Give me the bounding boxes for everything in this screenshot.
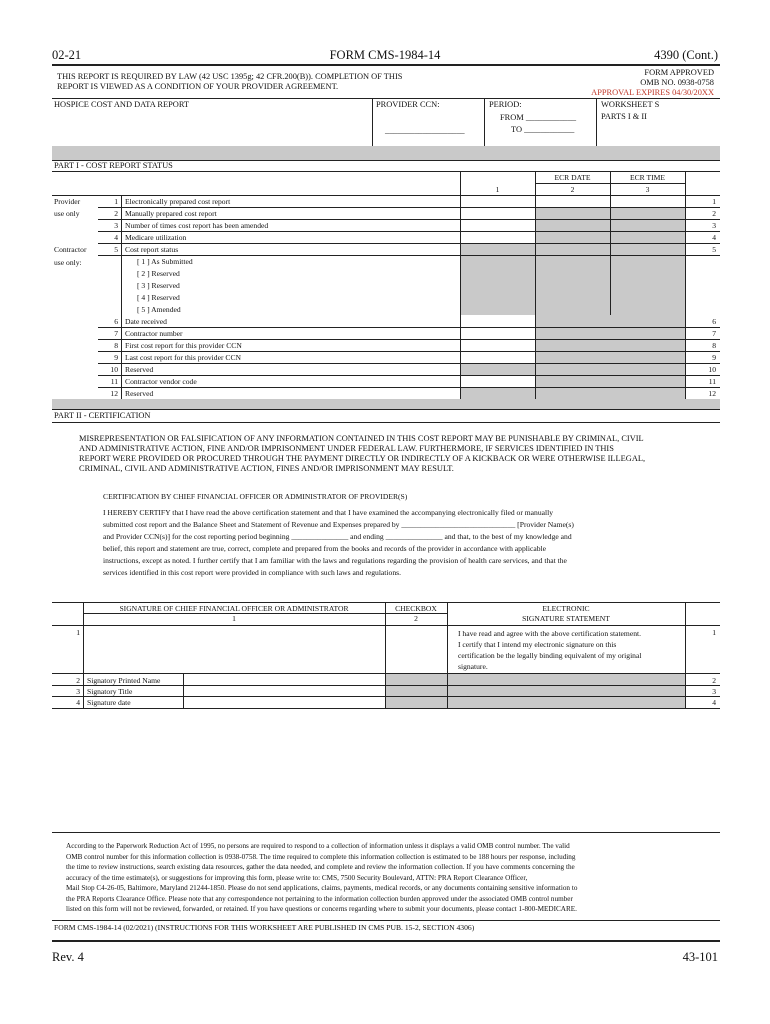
- col-num-3: 3: [645, 185, 650, 194]
- row-label: Last cost report for this provider CCN: [125, 353, 241, 362]
- sig-col1-num: 1: [232, 614, 236, 623]
- omb-number: OMB NO. 0938-0758: [640, 78, 714, 87]
- row-label: First cost report for this provider CCN: [125, 341, 242, 350]
- row-input-cell[interactable]: [461, 232, 535, 243]
- sig-col3-header2: SIGNATURE STATEMENT: [522, 614, 610, 623]
- row-number: 4: [114, 233, 118, 242]
- col-ecr-time: ECR TIME: [629, 173, 666, 182]
- sig-row-label: Signatory Title: [87, 687, 133, 696]
- sig-row-number: 2: [76, 676, 80, 685]
- period-from-field[interactable]: FROM ____________: [500, 113, 577, 122]
- footer-page: 43-101: [682, 950, 718, 964]
- notice-line1: THIS REPORT IS REQUIRED BY LAW (42 USC 1395g; 42 CFR.200(B)). COMPLETION OF THIS: [57, 72, 403, 81]
- row-label: Manually prepared cost report: [125, 209, 217, 218]
- row-rule: [98, 207, 720, 208]
- header-left: 02-21: [52, 48, 82, 62]
- sig-row-rule: [52, 696, 720, 697]
- row-rule: [98, 363, 720, 364]
- pra-line: accuracy of the time estimate(s), or suggestions for improving this form, please write to: CMS, 7500 Security Boulevard, ATTN: PRA Report Clearance Officer,: [66, 873, 528, 882]
- electronic-statement: [458, 628, 676, 672]
- row-input-cell[interactable]: [461, 316, 535, 327]
- row-rule: [98, 255, 720, 256]
- row-number: 2: [114, 209, 118, 218]
- row-ref-number: 2: [712, 209, 716, 218]
- cert-line: and Provider CCN(s)] for the cost reporting period beginning _______________ and ending _______________ and that, to the best of my knowledge and: [103, 532, 572, 541]
- form-approved: FORM APPROVED: [644, 68, 714, 77]
- provider-label: Provider: [54, 197, 81, 206]
- sig-row-number: 3: [76, 687, 80, 696]
- col-ecr-date: ECR DATE: [554, 173, 591, 182]
- cert-line: belief, this report and statement are true, correct, complete and prepared from the books and records of the provider in accordance with applicable: [103, 544, 546, 553]
- row-label: Electronically prepared cost report: [125, 197, 231, 206]
- row-ref-number: 4: [712, 233, 716, 242]
- statement-line: signature.: [458, 662, 488, 671]
- row-input-cell[interactable]: [461, 208, 535, 219]
- warning-line: REPORT WERE PROVIDED OR PROCURED THROUGH THE PAYMENT DIRECTLY OR INDIRECTLY OF A KICKBACK OR WERE OTHERWISE ILLEGAL,: [79, 454, 646, 463]
- status-option-2: [ 2 ] Reserved: [137, 269, 180, 278]
- row-ref-number: 12: [708, 389, 716, 398]
- footer-form-id: FORM CMS-1984-14 (02/2021) (INSTRUCTIONS FOR THIS WORKSHEET ARE PUBLISHED IN CMS PUB. 15-2, SECTION 4306): [54, 923, 475, 932]
- row-ref-number: 11: [708, 377, 716, 386]
- row-ref-number: 3: [712, 221, 716, 230]
- sig-row-input[interactable]: [184, 697, 384, 707]
- sig-col3-header1: ELECTRONIC: [542, 604, 590, 613]
- row-number: 5: [114, 245, 118, 254]
- row-label: Date received: [125, 317, 167, 326]
- sig-row-ref: 3: [712, 687, 716, 696]
- row-number: 3: [114, 221, 118, 230]
- gray-ecr-time: [611, 207, 685, 315]
- sig-row-label: Signature date: [87, 698, 131, 707]
- row-input-cell[interactable]: [461, 328, 535, 339]
- row-number: 7: [114, 329, 118, 338]
- sig-row-label: Signatory Printed Name: [87, 676, 161, 685]
- row-number: 1: [114, 197, 118, 206]
- statement-line: I have read and agree with the above certification statement.: [458, 629, 642, 638]
- row-number: 8: [114, 341, 118, 350]
- sig-row-number: 4: [76, 698, 80, 707]
- statement-line: I certify that I intend my electronic signature on this: [458, 640, 617, 649]
- sig-row1-ref: 1: [712, 628, 716, 637]
- warning-line: CRIMINAL, CIVIL AND ADMINISTRATIVE ACTION, FINES AND/OR IMPRISONMENT MAY RESULT.: [79, 464, 454, 473]
- row-label: Number of times cost report has been amended: [125, 221, 269, 230]
- pra-statement: [66, 841, 697, 915]
- row-rule: [98, 351, 720, 352]
- row-number: 12: [110, 389, 118, 398]
- row-ref-number: 5: [712, 245, 716, 254]
- part2-title: PART II - CERTIFICATION: [54, 411, 151, 420]
- row-label: Reserved: [125, 389, 154, 398]
- period-to-field[interactable]: TO ____________: [511, 125, 575, 134]
- row-input-cell[interactable]: [461, 376, 535, 387]
- status-option-5: [ 5 ] Amended: [137, 305, 181, 314]
- row-ref-number: 6: [712, 317, 716, 326]
- sig-row1-num: 1: [76, 628, 80, 637]
- row-rule: [98, 387, 720, 388]
- separator-bar: [52, 146, 720, 160]
- sig-row-ref: 2: [712, 676, 716, 685]
- cert-line: I HEREBY CERTIFY that I have read the above certification statement and that I have examined the accompanying electronically filed or manually: [103, 508, 554, 517]
- row-number: 10: [110, 365, 118, 374]
- row-rule: [98, 243, 720, 244]
- pra-line: According to the Paperwork Reduction Act of 1995, no persons are required to respond to a collection of information unless it displays a valid OMB control number. The valid: [66, 842, 570, 850]
- sig-row-ref: 4: [712, 698, 716, 707]
- row-input-cell[interactable]: [461, 220, 535, 231]
- cert-paragraph: [103, 507, 688, 579]
- sig-row-input[interactable]: [184, 675, 384, 685]
- sig-row-rule: [52, 685, 720, 686]
- status-option-4: [ 4 ] Reserved: [137, 293, 180, 302]
- sig-row-input[interactable]: [184, 686, 384, 696]
- row-ref-number: 7: [712, 329, 716, 338]
- cert-line: submitted cost report and the Balance Sheet and Statement of Revenue and Expenses prepared by ______________________________ [Provider Name(s): [103, 520, 574, 529]
- pra-line: the PRA Reports Clearance Office. Please note that any correspondence not pertaining to the information collection burden approved under the associated OMB control number: [66, 894, 573, 903]
- sig-col2-header: CHECKBOX: [395, 604, 437, 613]
- row-label: Contractor vendor code: [125, 377, 197, 386]
- status-option-1: [ 1 ] As Submitted: [137, 257, 193, 266]
- row-rule: [98, 375, 720, 376]
- row-label: Contractor number: [125, 329, 183, 338]
- row-rule: [98, 339, 720, 340]
- cert-line: services identified in this cost report were provided in compliance with such laws and regulations.: [103, 568, 401, 577]
- row-ref-number: 1: [712, 197, 716, 206]
- worksheet-label: WORKSHEET S: [601, 100, 660, 109]
- form-title: FORM CMS-1984-14: [329, 48, 441, 62]
- gray-checkbox-col: [386, 674, 447, 708]
- row-input-cell[interactable]: [461, 244, 535, 255]
- part1-title: PART I - COST REPORT STATUS: [54, 161, 173, 170]
- period-label: PERIOD:: [489, 100, 522, 109]
- col-num-2: 2: [570, 185, 575, 194]
- row-input-cell[interactable]: [461, 340, 535, 351]
- col-num-1: 1: [495, 185, 500, 194]
- gray-statement-col: [448, 674, 685, 708]
- notice-line2: REPORT IS VIEWED AS A CONDITION OF YOUR PROVIDER AGREEMENT.: [57, 82, 339, 91]
- row-rule: [98, 231, 720, 232]
- row-input-cell[interactable]: [461, 352, 535, 363]
- row-number: 6: [114, 317, 118, 326]
- part1-end-bar: [52, 399, 720, 409]
- warning-line: AND ADMINISTRATIVE ACTION, FINE AND/OR IMPRISONMENT UNDER FEDERAL LAW. FURTHERMORE, IF SERVICES IDENTIFIED IN THIS: [79, 444, 614, 453]
- cert-heading: CERTIFICATION BY CHIEF FINANCIAL OFFICER OR ADMINISTRATOR OF PROVIDER(S): [103, 492, 408, 501]
- sig-col1-header: SIGNATURE OF CHIEF FINANCIAL OFFICER OR ADMINISTRATOR: [119, 604, 349, 613]
- row-ref-number: 9: [712, 353, 716, 362]
- provider-ccn-field[interactable]: ___________________: [385, 126, 465, 135]
- row-input-cell[interactable]: [461, 364, 535, 375]
- signature-field[interactable]: [84, 626, 384, 673]
- warning-text: [79, 434, 687, 474]
- sig-col2-num: 2: [414, 614, 418, 623]
- statement-line: certification be the legally binding equivalent of my original: [458, 651, 642, 660]
- signature-checkbox[interactable]: [386, 626, 446, 673]
- row-ref-number: 10: [708, 365, 716, 374]
- pra-line: listed on this form will not be reviewed, forwarded, or retained. If you have questions or concerns regarding where to submit your documents, please contact 1-800-MEDICARE.: [66, 905, 577, 913]
- report-title: HOSPICE COST AND DATA REPORT: [54, 100, 190, 109]
- header-rule: [52, 64, 720, 66]
- header-right: 4390 (Cont.): [654, 48, 718, 62]
- status-option-3: [ 3 ] Reserved: [137, 281, 180, 290]
- contractor-label: Contractor: [54, 245, 87, 254]
- row-input-cell[interactable]: [461, 196, 535, 207]
- pra-line: OMB control number for this information collection is 0938-0758. The time required to complete this information collection is estimated to be 188 hours per response, including: [66, 852, 576, 861]
- parts-label: PARTS I & II: [601, 112, 647, 121]
- row-ref-number: 8: [712, 341, 716, 350]
- row-rule: [98, 327, 720, 328]
- contractor-use-label: use only:: [54, 258, 82, 267]
- pra-line: Mail Stop C4-26-05, Baltimore, Maryland 21244-1850. Please do not send applications, claims, payments, medical records, or any documents containing sensitive information to: [66, 884, 578, 892]
- row-number: 11: [110, 377, 118, 386]
- cert-line: instructions, except as noted. I further certify that I am familiar with the laws and regulations regarding the provision of health care services, and that the: [103, 556, 567, 565]
- row-label: Medicare utilization: [125, 233, 187, 242]
- footer-rev: Rev. 4: [52, 950, 84, 964]
- row-input-cell[interactable]: [461, 388, 535, 399]
- pra-line: the time to review instructions, search existing data resources, gather the data needed, and complete and review the information collection. If you have comments concerning the: [66, 863, 575, 871]
- provider-use-label: use only: [54, 209, 80, 218]
- approval-expires: APPROVAL EXPIRES 04/30/20XX: [591, 88, 714, 97]
- gray-ecr-date: [536, 207, 610, 315]
- row-rule: [98, 219, 720, 220]
- row-number: 9: [114, 353, 118, 362]
- provider-ccn-label: PROVIDER CCN:: [376, 100, 440, 109]
- row-label: Cost report status: [125, 245, 179, 254]
- warning-line: MISREPRESENTATION OR FALSIFICATION OF ANY INFORMATION CONTAINED IN THIS COST REPORT MAY BE PUNISHABLE BY CRIMINAL, CIVIL: [79, 434, 644, 443]
- row-label: Reserved: [125, 365, 154, 374]
